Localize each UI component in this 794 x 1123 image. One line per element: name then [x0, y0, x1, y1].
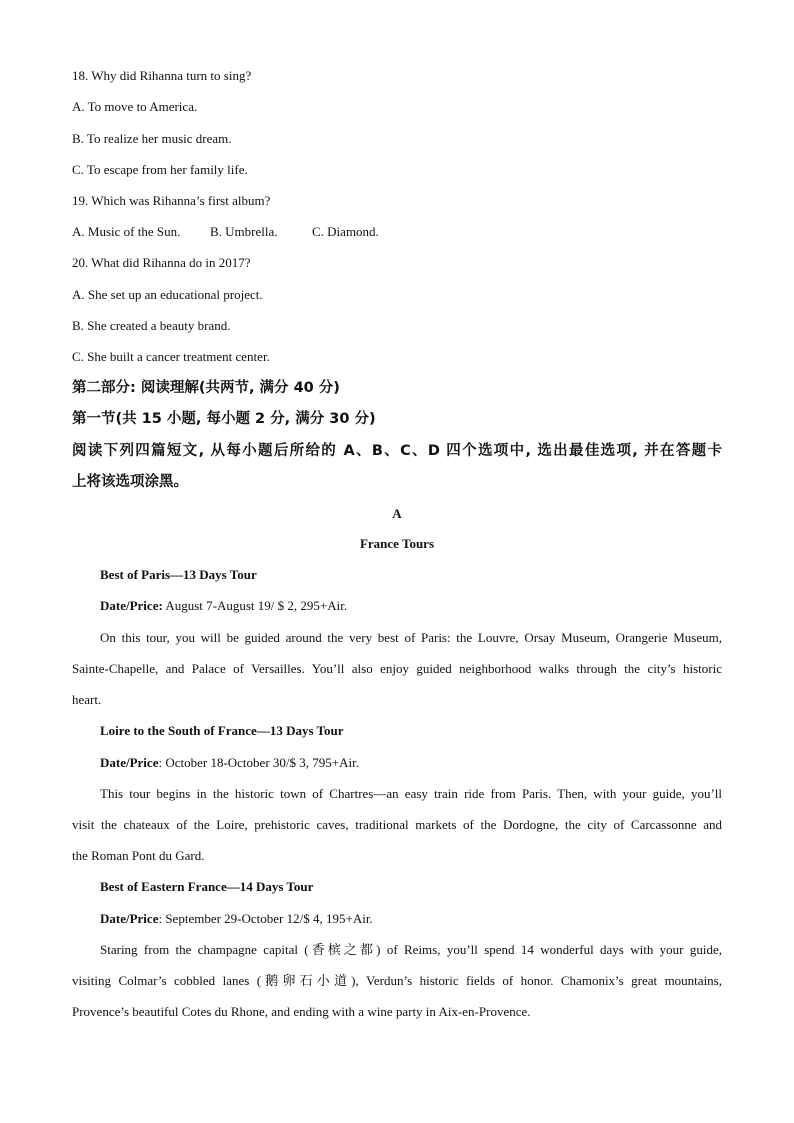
question-18-option-b: B. To realize her music dream.: [72, 131, 232, 146]
question-20-stem: 20. What did Rihanna do in 2017?: [72, 255, 251, 270]
part-heading: 第二部分: 阅读理解(共两节, 满分 40 分): [72, 380, 340, 396]
tour-3-name: Best of Eastern France—14 Days Tour: [100, 879, 314, 894]
tour-2-date-price: [100, 755, 722, 771]
sub-heading: 第一节(共 15 小题, 每小题 2 分, 满分 30 分): [72, 411, 376, 427]
tour-1-line-3: heart.: [72, 692, 102, 707]
tour-1-date-value: August 7-August 19/ $ 2, 295+Air.: [162, 598, 348, 613]
tour-3-line-2: visiting Colmar’s cobbled lanes (鹅卵石小道), Verdun’s historic fields of honor. Chamonix’s great mountains,: [72, 973, 722, 988]
tour-3-date-value: : September 29-October 12/$ 4, 195+Air.: [158, 911, 373, 926]
question-19-options: [72, 224, 722, 240]
question-18-stem: 18. Why did Rihanna turn to sing?: [72, 68, 252, 83]
tour-2-date-value: : October 18-October 30/$ 3, 795+Air.: [158, 755, 359, 770]
question-18-option-a: A. To move to America.: [72, 99, 198, 114]
tour-1-line-1: On this tour, you will be guided around the very best of Paris: the Louvre, Orsay Museum, Orangerie Museum,: [100, 630, 722, 645]
tour-3-line-3: Provence’s beautiful Cotes du Rhone, and ending with a wine party in Aix-en-Provence.: [72, 1004, 531, 1019]
question-20-option-b: B. She created a beauty brand.: [72, 318, 231, 333]
tour-3-date-price: [100, 911, 722, 927]
tour-1-name: Best of Paris—13 Days Tour: [100, 567, 257, 582]
passage-title: France Tours: [359, 536, 435, 551]
tour-2-line-2: visit the chateaux of the Loire, prehistoric caves, traditional markets of the Dordogne, the city of Carcassonne and: [72, 817, 722, 832]
tour-2-date-label: Date/Price: [100, 755, 159, 770]
tour-2-line-1: This tour begins in the historic town of Chartres—an easy train ride from Paris. Then, with your guide, you’ll: [100, 786, 722, 801]
instruction-line-1: 阅读下列四篇短文, 从每小题后所给的 A、B、C、D 四个选项中, 选出最佳选项, 并在答题卡: [72, 443, 722, 459]
tour-2-name: Loire to the South of France—13 Days Tour: [100, 723, 344, 738]
tour-1-line-2: Sainte-Chapelle, and Palace of Versailles. You’ll also enjoy guided neighborhood walks through the city’s historic: [72, 661, 722, 676]
passage-letter: A: [392, 506, 402, 521]
tour-2-line-3: the Roman Pont du Gard.: [72, 848, 205, 863]
question-19-option-b: B. Umbrella.: [210, 224, 278, 239]
tour-3-line-1: Staring from the champagne capital (香槟之都) of Reims, you’ll spend 14 wonderful days with your guide,: [100, 942, 722, 957]
question-19-option-c: C. Diamond.: [312, 224, 379, 239]
question-18-option-c: C. To escape from her family life.: [72, 162, 248, 177]
instruction-line-2: 上将该选项涂黑。: [72, 474, 188, 490]
question-19-option-a: A. Music of the Sun.: [72, 224, 181, 239]
question-20-option-c: C. She built a cancer treatment center.: [72, 349, 270, 364]
tour-3-date-label: Date/Price: [100, 911, 159, 926]
tour-1-date-price: [100, 598, 722, 614]
tour-1-date-label: Date/Price:: [100, 598, 163, 613]
question-19-stem: 19. Which was Rihanna’s first album?: [72, 193, 271, 208]
question-20-option-a: A. She set up an educational project.: [72, 287, 263, 302]
